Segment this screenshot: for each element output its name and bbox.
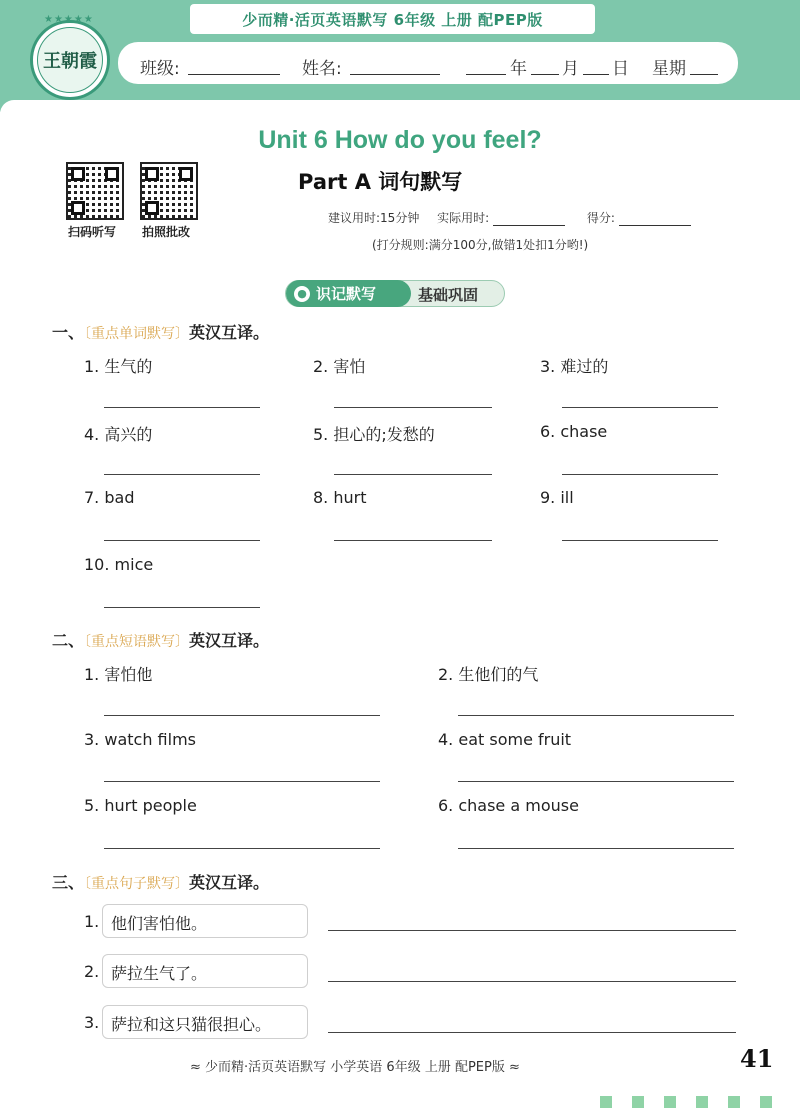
answer-line[interactable] — [334, 540, 492, 541]
phrase-item: 5. hurt people — [84, 796, 197, 815]
answer-line[interactable] — [104, 848, 380, 849]
word-item: 6. chase — [540, 422, 608, 441]
actual-time-label: 实际用时: — [437, 211, 490, 225]
part1-tag: 〔重点单词默写〕 — [84, 326, 190, 342]
header-wave — [0, 100, 800, 114]
word-item: 7. bad — [84, 488, 135, 507]
part3-tag: 〔重点句子默写〕 — [84, 876, 190, 892]
series-title: 少而精·活页英语默写 6年级 上册 配PEP版 — [190, 4, 595, 34]
score-label: 得分: — [586, 211, 615, 225]
phrase-item: 1. 害怕他 — [84, 665, 153, 684]
part2-tag: 〔重点短语默写〕 — [84, 634, 190, 650]
word-item: 3. 难过的 — [540, 357, 609, 376]
actual-time-field[interactable] — [493, 214, 565, 226]
answer-line[interactable] — [104, 715, 380, 716]
word-item: 1. 生气的 — [84, 357, 153, 376]
phrase-item: 6. chase a mouse — [438, 796, 579, 815]
qr-listen-label: 扫码听写 — [68, 225, 117, 239]
weekday-field[interactable] — [690, 74, 718, 75]
answer-line[interactable] — [562, 407, 718, 408]
part3-heading — [52, 870, 269, 893]
answer-line[interactable] — [562, 474, 718, 475]
answer-line[interactable] — [562, 540, 718, 541]
class-field[interactable] — [188, 74, 280, 75]
answer-line[interactable] — [328, 981, 736, 982]
answer-line[interactable] — [104, 781, 380, 782]
weekday-label: 星期 — [652, 59, 686, 79]
word-item: 4. 高兴的 — [84, 425, 153, 444]
name-field[interactable] — [350, 74, 440, 75]
answer-line[interactable] — [458, 848, 734, 849]
sentence-box: 萨拉和这只猫很担心。 — [102, 1005, 308, 1039]
part-title: Part A 词句默写 — [298, 170, 463, 194]
qr-code-correct[interactable] — [140, 162, 198, 220]
answer-line[interactable] — [104, 474, 260, 475]
time-score-line — [328, 209, 691, 226]
answer-line[interactable] — [458, 715, 734, 716]
word-item: 2. 害怕 — [313, 357, 366, 376]
answer-line[interactable] — [328, 1032, 736, 1033]
star-icon: ★★★★★ — [44, 14, 94, 25]
sentence-number: 2. — [84, 962, 100, 981]
day-field[interactable] — [583, 74, 609, 75]
logo-text: 王朝霞 — [37, 27, 103, 93]
word-item: 8. hurt — [313, 488, 367, 507]
footer-decoration — [600, 1096, 772, 1108]
part3-number: 三、 — [52, 873, 85, 892]
footer-text: ≈ 少而精·活页英语默写 小学英语 6年级 上册 配PEP版 ≈ — [190, 1060, 520, 1075]
answer-line[interactable] — [104, 407, 260, 408]
answer-line[interactable] — [458, 781, 734, 782]
year-field[interactable] — [466, 74, 506, 75]
answer-line[interactable] — [328, 930, 736, 931]
answer-line[interactable] — [334, 407, 492, 408]
part1-heading — [52, 320, 269, 343]
part2-heading — [52, 628, 269, 651]
month-label: 月 — [562, 59, 579, 79]
section-badge — [285, 280, 505, 307]
section-badge-label: 识记默写 — [316, 285, 377, 303]
year-label: 年 — [510, 59, 527, 79]
class-label: 班级: — [140, 59, 180, 79]
qr-code-listen[interactable] — [66, 162, 124, 220]
part1-instruction: 英汉互译。 — [189, 323, 270, 342]
unit-title: Unit 6 How do you feel? — [258, 126, 542, 154]
page-number: 41 — [740, 1044, 774, 1073]
student-info-bar — [118, 42, 738, 84]
suggested-time: 建议用时:15分钟 — [328, 211, 420, 225]
word-item: 9. ill — [540, 488, 574, 507]
sentence-number: 1. — [84, 912, 100, 931]
scoring-rules: (打分规则:满分100分,做错1处扣1分哟!) — [372, 238, 589, 252]
score-field[interactable] — [619, 214, 691, 226]
qr-correct-label: 拍照批改 — [142, 225, 191, 239]
answer-line[interactable] — [104, 607, 260, 608]
part1-number: 一、 — [52, 323, 85, 342]
name-label: 姓名: — [302, 59, 342, 79]
sentence-box: 他们害怕他。 — [102, 904, 308, 938]
publisher-logo — [30, 20, 110, 100]
sentence-number: 3. — [84, 1013, 100, 1032]
answer-line[interactable] — [104, 540, 260, 541]
day-label: 日 — [612, 59, 629, 79]
paw-icon: ● — [294, 286, 310, 302]
answer-line[interactable] — [334, 474, 492, 475]
part3-instruction: 英汉互译。 — [189, 873, 270, 892]
sentence-box: 萨拉生气了。 — [102, 954, 308, 988]
section-subtitle: 基础巩固 — [418, 286, 479, 304]
word-item: 5. 担心的;发愁的 — [313, 425, 435, 444]
phrase-item: 4. eat some fruit — [438, 730, 572, 749]
part2-number: 二、 — [52, 631, 85, 650]
phrase-item: 2. 生他们的气 — [438, 665, 539, 684]
part2-instruction: 英汉互译。 — [189, 631, 270, 650]
month-field[interactable] — [531, 74, 559, 75]
word-item: 10. mice — [84, 555, 154, 574]
phrase-item: 3. watch films — [84, 730, 196, 749]
